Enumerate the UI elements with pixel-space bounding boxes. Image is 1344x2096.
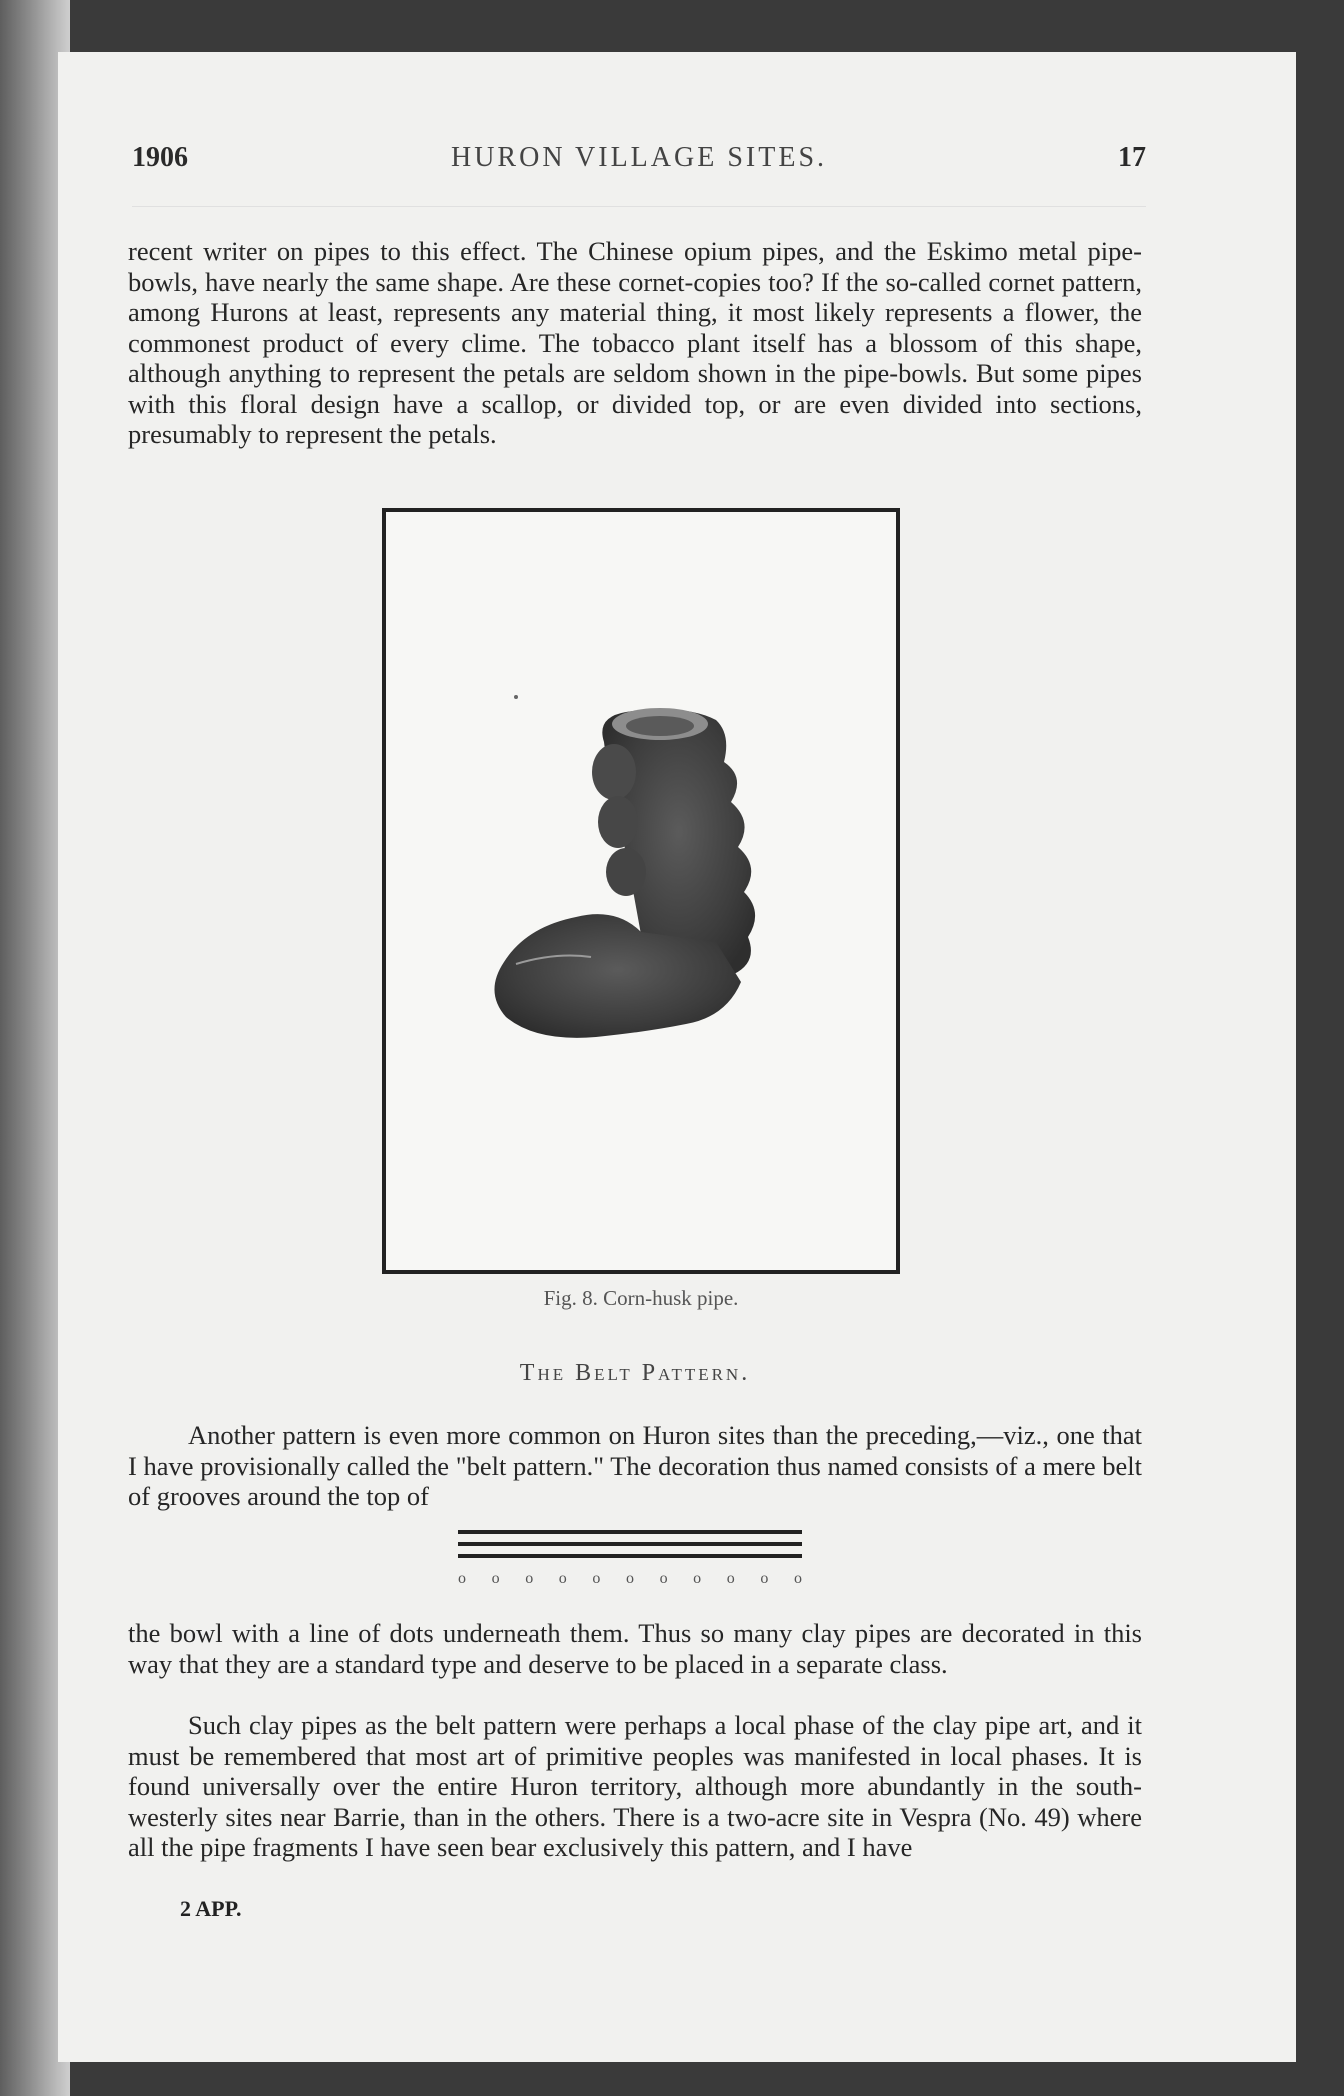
belt-dot: o	[558, 1570, 567, 1587]
paragraph-1: recent writer on pipes to this effect. The Chinese opium pipes, and the Eskimo metal pipe-bowls, have nearly the same shape. Are these cornet-copies too? If the so-called cornet pattern, among Hurons at least, represents any material thing, it most likely represents a flower, the commonest product of every clime. The tobacco plant itself has a blossom of this shape, although anything to represent the petals are seldom shown in the pipe-bowls. But some pipes with this floral design have a scallop, or divided top, or are even divided into sections, presumably to represent the petals.	[128, 236, 1142, 449]
belt-dot: o	[659, 1570, 668, 1587]
figure-caption: Fig. 8. Corn-husk pipe.	[543, 1286, 739, 1310]
corn-husk-pipe-photo	[386, 512, 896, 1270]
page-number: 17	[1118, 142, 1146, 173]
belt-dot: o	[458, 1570, 466, 1587]
belt-dot: o	[491, 1570, 500, 1587]
belt-dot: o	[592, 1570, 601, 1587]
header-year: 1906	[132, 142, 188, 173]
paragraph-2: Another pattern is even more common on Huron sites than the preceding,—viz., one that I have provisionally called the "belt pattern." The decoration thus named consists of a mere belt of grooves around the top of	[128, 1420, 1142, 1511]
header-rule	[132, 206, 1146, 207]
belt-dot: o	[525, 1570, 534, 1587]
belt-groove-line	[458, 1554, 802, 1558]
figure-8-frame	[382, 508, 900, 1274]
paragraph-4: Such clay pipes as the belt pattern were perhaps a local phase of the clay pipe art, and it must be remembered that most art of primitive peoples was manifested in local phases. It is found universally over the entire Huron territory, although more abundantly in the south-westerly sites near Barrie, than in the others. There is a two-acre site in Vespra (No. 49) where all the pipe fragments I have seen bear exclusively this pattern, and I have	[128, 1710, 1142, 1862]
belt-dot: o	[760, 1570, 769, 1587]
header-title: HURON VILLAGE SITES.	[450, 142, 828, 173]
belt-dot: o	[726, 1570, 735, 1587]
belt-dot: o	[793, 1570, 802, 1587]
belt-groove-line	[458, 1530, 802, 1534]
paragraph-3: the bowl with a line of dots underneath them. Thus so many clay pipes are decorated in this way that they are a standard type and deserve to be placed in a separate class.	[128, 1618, 1142, 1679]
belt-dot: o	[625, 1570, 634, 1587]
section-heading: The Belt Pattern.	[519, 1360, 751, 1386]
scan-right-edge	[1296, 52, 1344, 2062]
running-header	[132, 142, 1146, 182]
belt-dot: o	[693, 1570, 702, 1587]
belt-groove-line	[458, 1542, 802, 1546]
signature-mark: 2 APP.	[180, 1896, 242, 1921]
belt-dot-row	[458, 1570, 802, 1588]
